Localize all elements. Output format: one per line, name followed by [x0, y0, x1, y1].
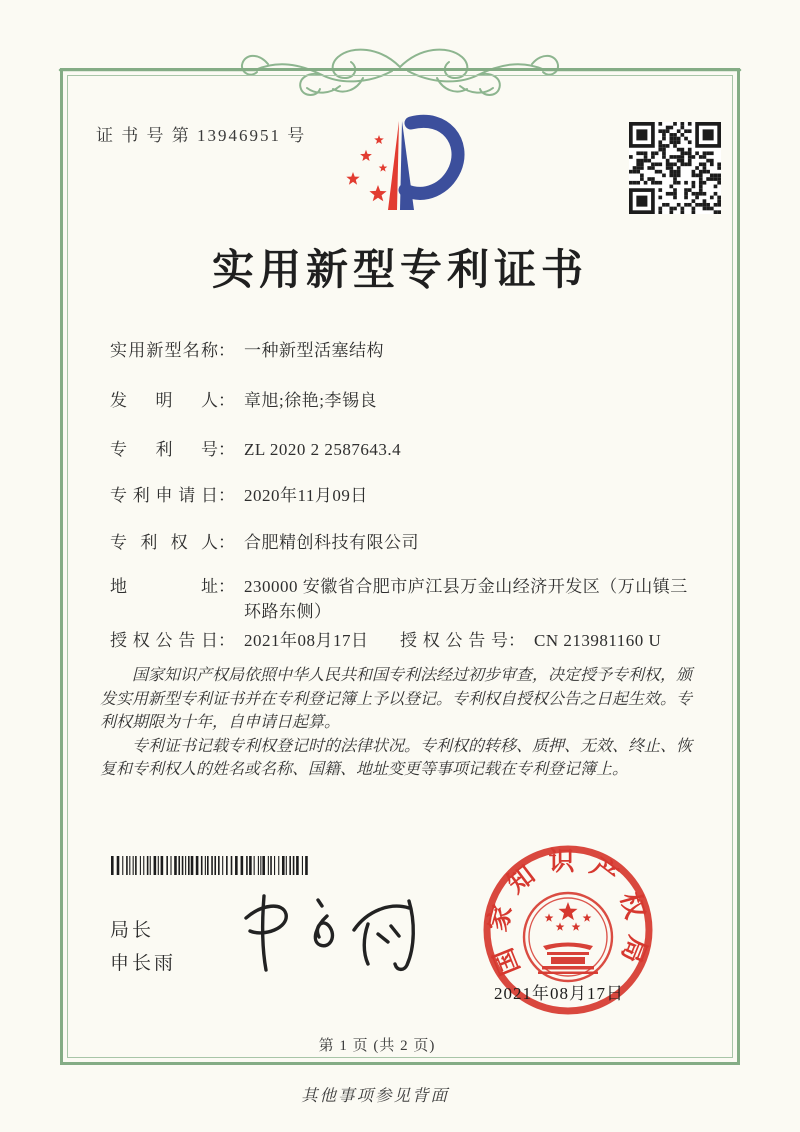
field-label: 地址: [110, 577, 218, 596]
barcode: [111, 856, 309, 875]
field-label: 授权公告日: [110, 631, 218, 650]
field-value: 2020年11月09日: [244, 486, 368, 505]
seal-date: 2021年08月17日: [494, 984, 624, 1003]
logo-triangle-blue: [400, 121, 414, 210]
qr-code: [629, 122, 721, 214]
field-label: 专利申请日: [110, 486, 218, 505]
page-number: 第 1 页 (共 2 页): [318, 1038, 436, 1054]
field-row-name: 实用新型名称 ： 一种新型活塞结构: [110, 338, 384, 363]
commissioner-name: 申长雨: [110, 953, 177, 974]
field-value: 2021年08月17日: [244, 631, 369, 650]
field-row-inventors: 发明人 ： 章旭;徐艳;李锡良: [110, 388, 377, 413]
field-value: 一种新型活塞结构: [244, 341, 384, 360]
field-value: ZL 2020 2 2587643.4: [244, 440, 402, 459]
logo-triangle-red: [388, 121, 399, 210]
field-row-patentee: 专利权人 ： 合肥精创科技有限公司: [110, 530, 419, 555]
field-value: 章旭;徐艳;李锡良: [244, 391, 377, 410]
field-row-filing-date: 专利申请日 ： 2020年11月09日: [110, 483, 368, 508]
field-label: 专利号: [110, 440, 218, 459]
back-side-note: 其他事项参见背面: [301, 1086, 449, 1105]
field-row-grant-number: 授权公告号 ： CN 213981160 U: [400, 628, 661, 653]
certificate-title: 实用新型专利证书: [211, 248, 588, 294]
logo-stars: [346, 135, 387, 201]
legal-paragraph-2: 专利证书记载专利权登记时的法律状况。专利权的转移、质押、无效、终止、恢复和专利权人的姓名或名称、国籍、地址变更等事项记载在专利登记簿上。: [100, 737, 693, 778]
logo-p-curve: [405, 121, 458, 193]
emblem-stars: [545, 902, 592, 931]
certificate-number: 证 书 号 第 13946951 号: [96, 126, 307, 145]
field-row-patent-number: 专利号 ： ZL 2020 2 2587643.4: [110, 437, 401, 462]
emblem-gate-icon: [538, 943, 598, 975]
field-label: 发明人: [110, 391, 218, 410]
field-row-grant-date: 授权公告日 ： 2021年08月17日: [110, 628, 369, 653]
legal-paragraph-1: 国家知识产权局依照中华人民共和国专利法经过初步审查，决定授予专利权，颁发实用新型专利证书并在专利登记簿上予以登记。专利权自授权公告之日起生效。专利权期限为十年，自申请日起算。: [100, 667, 693, 731]
field-value: 合肥精创科技有限公司: [244, 533, 419, 552]
cnipa-logo-icon: [333, 108, 483, 230]
field-label: 实用新型名称: [110, 341, 218, 360]
field-value: 230000 安徽省合肥市庐江县万金山经济开发区（万山镇三环路东侧）: [244, 577, 688, 621]
seal-text: 国家知识产权局: [482, 846, 654, 980]
field-label: 授权公告号: [400, 631, 508, 650]
field-row-address: 地址 ： 230000 安徽省合肥市庐江县万金山经济开发区（万山镇三环路东侧）: [110, 574, 696, 624]
commissioner-signature: [222, 876, 432, 996]
legal-text-block: [100, 664, 704, 782]
commissioner-title: 局长: [110, 920, 155, 941]
field-label: 专利权人: [110, 533, 218, 552]
field-value: CN 213981160 U: [534, 631, 662, 650]
